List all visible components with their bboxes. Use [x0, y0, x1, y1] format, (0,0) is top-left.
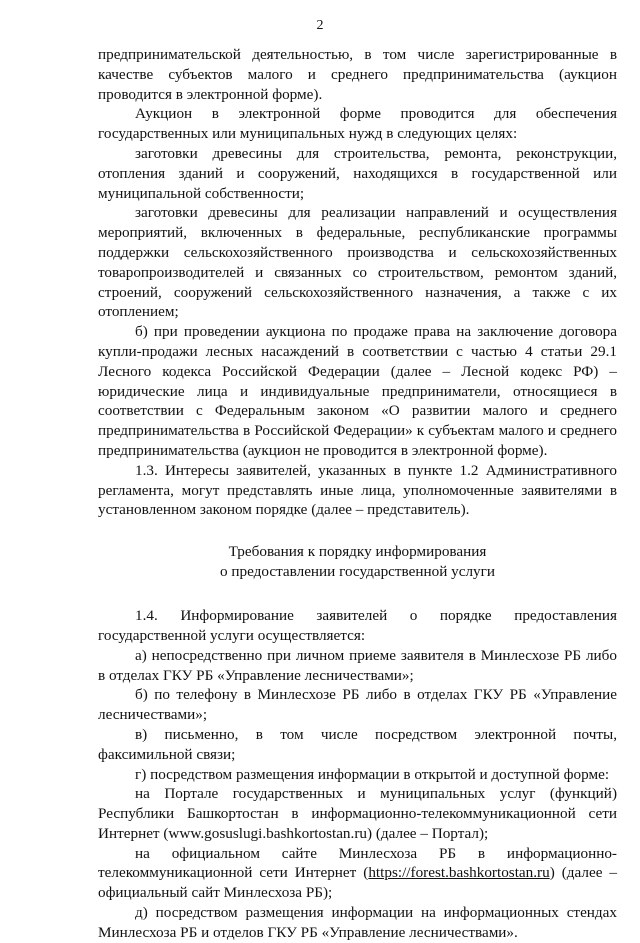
section-heading-line: Требования к порядку информирования — [228, 543, 487, 561]
paragraph: предпринимательской деятельностью, в том числе зарегистрированные в качестве субъектов малого и среднего предпринимательства (аукцион проводится в электронной форме). — [98, 46, 617, 103]
paragraph: б) по телефону в Минлесхозе РБ либо в отделах ГКУ РБ «Управление лесничествами»; — [98, 686, 617, 724]
paragraph: заготовки древесины для строительства, ремонта, реконструкции, отопления зданий и сооружений, находящихся в государственной или муниципальной собственности; — [98, 144, 617, 202]
paragraph-text: ) (далее – официальный сайт Минлесхоза РБ); — [98, 864, 617, 902]
official-site-link[interactable]: https://forest.bashkortostan.ru — [368, 864, 550, 882]
paragraph: Аукцион в электронной форме проводится для обеспечения государственных или муниципальных нужд в следующих целях: — [98, 105, 617, 143]
paragraph: 1.3. Интересы заявителей, указанных в пункте 1.2 Административного регламента, могут представлять иные лица, уполномоченные заявителями в установленном законом порядке (далее – представитель). — [98, 461, 617, 519]
paragraph-official-site — [98, 844, 617, 903]
paragraph: д) посредством размещения информации на информационных стендах Минлесхоза РБ и отделов ГКУ РБ «Управление лесничествами». — [98, 904, 617, 941]
section-heading-line: о предоставлении государственной услуги — [219, 563, 496, 581]
document-body — [98, 45, 617, 943]
paragraph-text: на официальном сайте Минлесхоза РБ в информационно-телекоммуникационной сети Интернет ( — [98, 844, 617, 882]
paragraph: 1.4. Информирование заявителей о порядке предоставления государственной услуги осуществляется: — [98, 607, 617, 644]
paragraph: заготовки древесины для реализации направлений и осуществления мероприятий, включенных в федеральные, республиканские программы поддержки сельскохозяйственного производства и сельскохозяйственных товаропроизводителей и связанных со строительством, ремонтом зданий, строений, сооружений сельскохозяйственного назначения, а также с их отоплением; — [98, 204, 617, 321]
paragraph: в) письменно, в том числе посредством электронной почты, факсимильной связи; — [98, 725, 617, 763]
paragraph: на Портале государственных и муниципальных услуг (функций) Республики Башкортостан в информационно-телекоммуникационной сети Интернет (www.gosuslugi.bashkortostan.ru) (далее – Портал); — [98, 785, 617, 842]
paragraph: а) непосредственно при личном приеме заявителя в Минлесхозе РБ либо в отделах ГКУ РБ «Управление лесничествами»; — [98, 646, 617, 684]
paragraph: г) посредством размещения информации в открытой и доступной форме: — [135, 765, 610, 783]
paragraph: б) при проведении аукциона по продаже права на заключение договора купли-продажи лесных насаждений в соответствии с частью 4 статьи 29.1 Лесного кодекса Российской Федерации (далее – Лесной кодекс РФ) – юридические лица и индивидуальные предприниматели, относящиеся в соответствии с Федеральным законом «О развитии малого и среднего предпринимательства в Российской Федерации» к субъектам малого и среднего предпринимательства (аукцион не проводится в электронной форме). — [98, 323, 617, 459]
section-heading — [98, 542, 617, 582]
page-number: 2 — [316, 18, 324, 33]
